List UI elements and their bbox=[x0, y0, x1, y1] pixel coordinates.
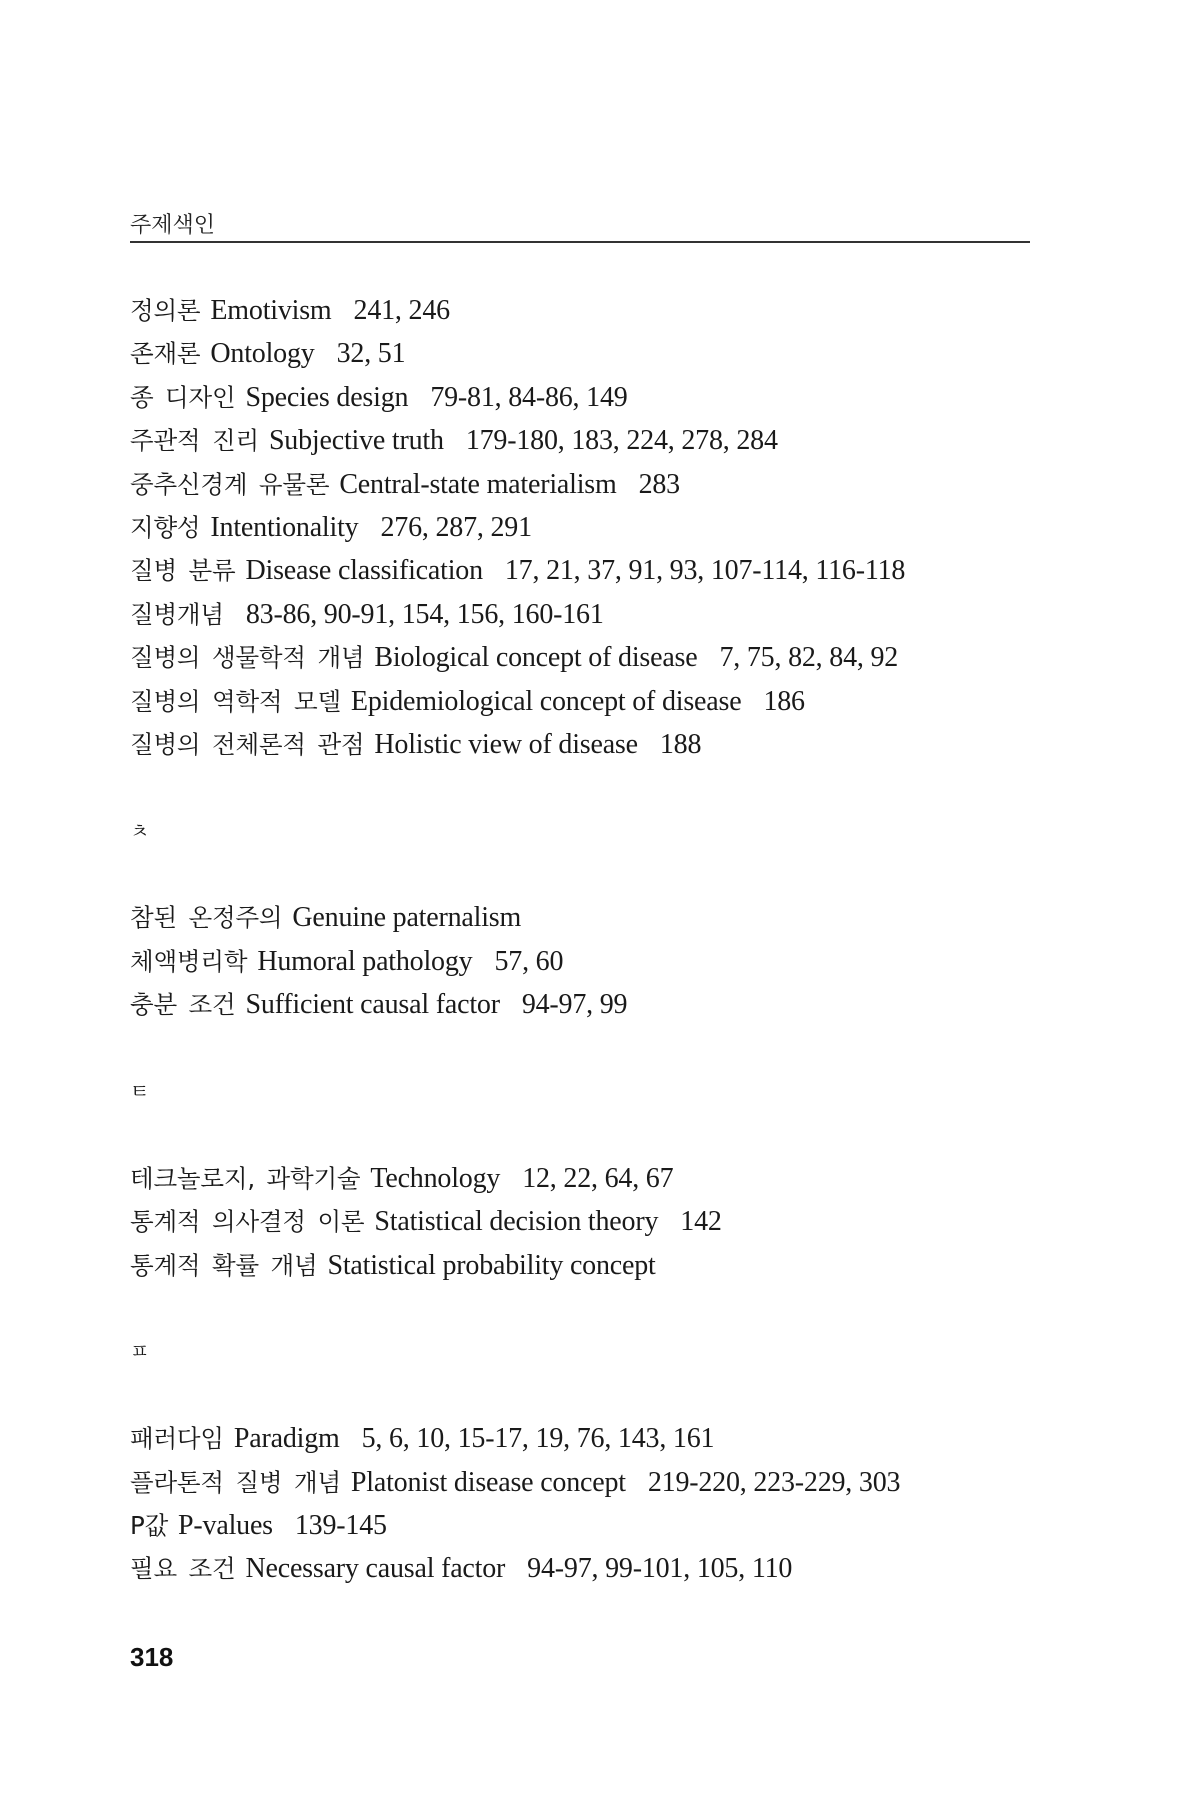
index-entry-korean-term: 체액병리학 bbox=[130, 946, 248, 976]
index-entry-page-refs: 142 bbox=[680, 1206, 722, 1238]
index-entry bbox=[130, 289, 1090, 332]
index-entry bbox=[130, 376, 1090, 419]
index-entry-english-term: Humoral pathology bbox=[257, 945, 473, 977]
index-entry-korean-term: 통계적 확률 개념 bbox=[130, 1250, 318, 1280]
index-entry-page-refs: 12, 22, 64, 67 bbox=[522, 1162, 674, 1194]
index-entry-page-refs: 7, 75, 82, 84, 92 bbox=[719, 642, 899, 674]
index-entry-english-term: Subjective truth bbox=[268, 425, 444, 457]
index-entry-english-term: Statistical probability concept bbox=[327, 1249, 656, 1281]
header-rule bbox=[130, 241, 1030, 243]
index-entry bbox=[130, 636, 1090, 679]
index-entry-korean-term: 질병의 생물학적 개념 bbox=[130, 643, 365, 673]
index-entry-page-refs: 94-97, 99 bbox=[521, 989, 628, 1021]
index-section-letter: ㅊ bbox=[130, 818, 150, 843]
index-entry-english-term: Necessary causal factor bbox=[245, 1553, 506, 1585]
index-entry-page-refs: 139-145 bbox=[294, 1509, 387, 1541]
index-entry-english-term: Genuine paternalism bbox=[292, 902, 522, 934]
index-entry bbox=[130, 506, 1090, 549]
index-entry-page-refs: 219-220, 223-229, 303 bbox=[647, 1466, 901, 1498]
index-entry-korean-term: 중추신경계 유물론 bbox=[130, 469, 330, 499]
subject-index bbox=[130, 289, 1090, 1591]
index-entry-page-refs: 276, 287, 291 bbox=[380, 511, 532, 543]
index-entry bbox=[130, 463, 1090, 506]
index-entry-english-term: Species design bbox=[245, 381, 409, 413]
index-entry bbox=[130, 1244, 1090, 1287]
index-entry-korean-term: 참된 온정주의 bbox=[130, 903, 283, 933]
index-entry-english-term: P-values bbox=[178, 1509, 273, 1541]
index-entry bbox=[130, 1200, 1090, 1243]
index-entry-page-refs: 94-97, 99-101, 105, 110 bbox=[527, 1553, 793, 1585]
index-entry-english-term: Technology bbox=[370, 1162, 501, 1194]
running-header bbox=[130, 212, 1030, 242]
index-entry-korean-term: 질병의 역학적 모델 bbox=[130, 686, 341, 716]
index-entry-english-term: Paradigm bbox=[233, 1423, 340, 1455]
index-entry-english-term: Biological concept of disease bbox=[374, 642, 698, 674]
index-entry-korean-term: 지향성 bbox=[130, 512, 201, 542]
index-entry bbox=[130, 593, 1090, 636]
index-entry-korean-term: 주관적 진리 bbox=[130, 426, 259, 456]
index-entry-korean-term: 질병개념 bbox=[130, 599, 224, 629]
index-entry-korean-term: 종 디자인 bbox=[130, 382, 236, 412]
index-entry-english-term: Emotivism bbox=[210, 295, 332, 326]
index-entry bbox=[130, 896, 1090, 939]
index-entry-korean-term: 필요 조건 bbox=[130, 1554, 236, 1584]
index-entry-page-refs: 57, 60 bbox=[494, 945, 564, 977]
index-entry-page-refs: 283 bbox=[638, 468, 680, 500]
index-entry-korean-term: 패러다임 bbox=[130, 1424, 224, 1454]
index-entry-english-term: Ontology bbox=[210, 338, 315, 370]
index-entry bbox=[130, 549, 1090, 592]
index-entry-english-term: Sufficient causal factor bbox=[245, 989, 500, 1021]
index-entry bbox=[130, 940, 1090, 983]
index-entry-korean-term: 플라톤적 질병 개념 bbox=[130, 1467, 341, 1497]
index-entry-korean-term: 정의론 bbox=[130, 296, 201, 325]
index-entry-page-refs: 83-86, 90-91, 154, 156, 160-161 bbox=[245, 598, 604, 630]
index-entry-korean-term: 존재론 bbox=[130, 339, 201, 369]
index-entry-korean-term: P값 bbox=[130, 1510, 169, 1540]
index-entry bbox=[130, 983, 1090, 1026]
index-entry bbox=[130, 1157, 1090, 1200]
index-entry-english-term: Intentionality bbox=[210, 511, 359, 543]
index-entry-page-refs: 179-180, 183, 224, 278, 284 bbox=[465, 425, 778, 457]
index-entry bbox=[130, 723, 1090, 766]
index-entry-korean-term: 질병 분류 bbox=[130, 556, 236, 586]
index-section-letter: ㅍ bbox=[130, 1339, 150, 1364]
index-entry-korean-term: 충분 조건 bbox=[130, 990, 236, 1020]
index-entry-korean-term: 테크놀로지, 과학기술 bbox=[130, 1163, 361, 1193]
index-entry bbox=[130, 1417, 1090, 1460]
running-header-title: 주제색인 bbox=[130, 213, 216, 238]
index-entry-korean-term: 통계적 의사결정 이론 bbox=[130, 1207, 365, 1237]
index-entry-page-refs: 79-81, 84-86, 149 bbox=[430, 381, 628, 413]
index-entry-page-refs: 188 bbox=[659, 728, 702, 760]
page-number: 318 bbox=[130, 1642, 174, 1672]
index-entry-page-refs: 186 bbox=[763, 685, 805, 717]
index-entry-page-refs: 32, 51 bbox=[336, 338, 406, 370]
index-entry-english-term: Disease classification bbox=[245, 555, 483, 587]
index-entry-english-term: Epidemiological concept of disease bbox=[350, 685, 742, 717]
index-entry bbox=[130, 1504, 1090, 1547]
index-entry-english-term: Holistic view of disease bbox=[374, 728, 638, 760]
index-entry-english-term: Central-state materialism bbox=[339, 468, 617, 500]
index-entry bbox=[130, 1461, 1090, 1504]
index-entry bbox=[130, 419, 1090, 462]
index-entry-page-refs: 241, 246 bbox=[353, 295, 450, 326]
index-entry bbox=[130, 680, 1090, 723]
index-entry-english-term: Platonist disease concept bbox=[350, 1466, 626, 1498]
index-section-letter: ㅌ bbox=[130, 1079, 150, 1104]
index-entry-page-refs: 5, 6, 10, 15-17, 19, 76, 143, 161 bbox=[361, 1423, 715, 1455]
index-entry bbox=[130, 1547, 1090, 1590]
index-entry-english-term: Statistical decision theory bbox=[374, 1206, 659, 1238]
index-entry bbox=[130, 332, 1090, 375]
index-entry-page-refs: 17, 21, 37, 91, 93, 107-114, 116-118 bbox=[504, 555, 906, 587]
index-entry-korean-term: 질병의 전체론적 관점 bbox=[130, 729, 365, 759]
